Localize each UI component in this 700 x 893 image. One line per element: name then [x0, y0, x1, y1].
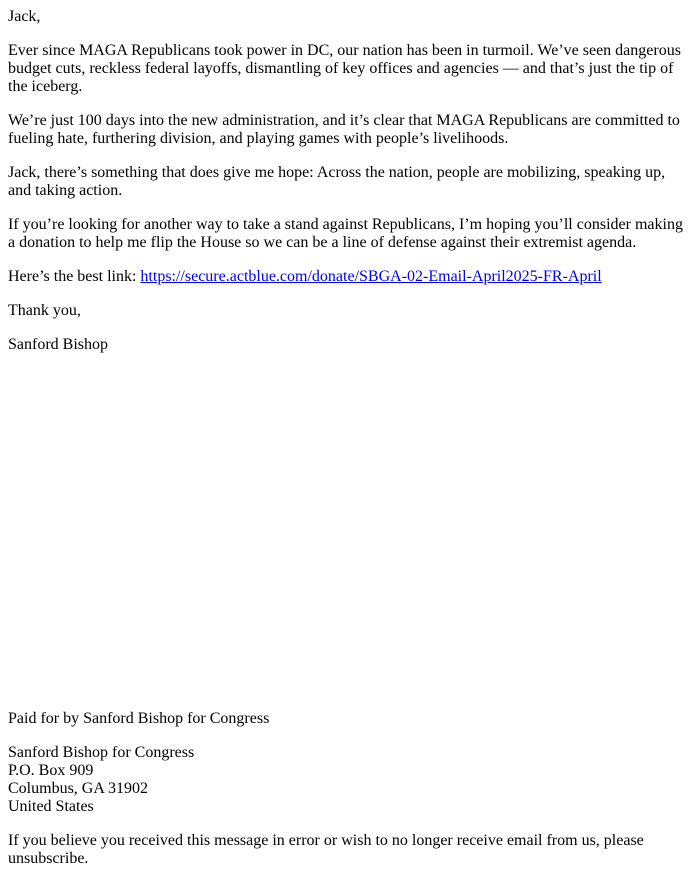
signature: Sanford Bishop — [8, 336, 108, 353]
address-po-box: P.O. Box 909 — [8, 762, 94, 779]
address-country: United States — [8, 798, 94, 815]
paragraph-donation-ask: If you’re looking for another way to take a stand against Republicans, I’m hoping you’ll consider making a donation to help me flip the House so we can be a line of defense against their extremist agenda. — [8, 216, 683, 251]
mailing-address — [8, 744, 692, 816]
paragraph-turmoil: Ever since MAGA Republicans took power in DC, our nation has been in turmoil. We’ve seen dangerous budget cuts, reckless federal layoffs, dismantling of key offices and agencies — and that’s just the tip of the iceberg. — [8, 42, 681, 95]
email-body — [8, 8, 692, 370]
paragraph-100-days: We’re just 100 days into the new administration, and it’s clear that MAGA Republicans are committed to fueling hate, furthering division, and playing games with people’s livelihoods. — [8, 112, 680, 147]
unsubscribe-notice: If you believe you received this message in error or wish to no longer receive email from us, please unsubscribe. — [8, 832, 644, 867]
greeting: Jack, — [8, 8, 41, 25]
footer — [8, 710, 692, 884]
paragraph-hope: Jack, there’s something that does give me hope: Across the nation, people are mobilizing, speaking up, and taking action. — [8, 164, 666, 199]
address-city-state-zip: Columbus, GA 31902 — [8, 780, 149, 797]
paid-for-disclaimer: Paid for by Sanford Bishop for Congress — [8, 710, 270, 727]
address-org: Sanford Bishop for Congress — [8, 744, 195, 761]
closing: Thank you, — [8, 302, 81, 319]
link-prefix: Here’s the best link: — [8, 268, 141, 285]
donate-link-line — [8, 268, 692, 286]
donate-link[interactable]: https://secure.actblue.com/donate/SBGA-02-Email-April2025-FR-April — [140, 268, 602, 285]
